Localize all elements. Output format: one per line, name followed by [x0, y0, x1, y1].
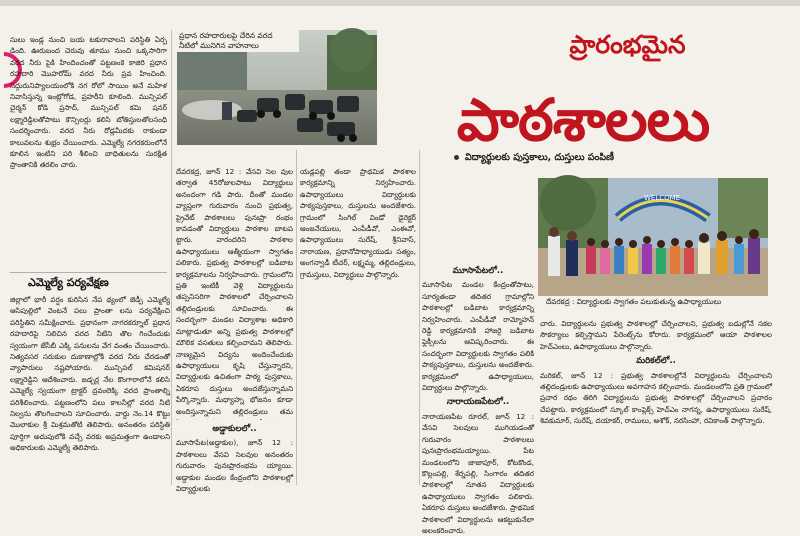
students-photo — [538, 178, 768, 296]
section-heading-narayanpet: నారాయణపేటలో.. — [446, 397, 510, 408]
right-mid-paragraph-3: నారాయణపేట రూరల్, జూన్ 12 : వేసవి సెలవులు ముగియడంతో గురువారం పాఠశాలలు పునఃప్రారంభమయ్యాయి. పేట మండలంలోని జాజాపూర్, కోటకొండ, కొల్లంపల్లి, శేర్నపల్లి, సింగారం తదితర పాఠశాలల్లో నూతన విద్యార్థులకు ఉపాధ్యాయులు స్వాగతం పలికారు. ఏకరూప దుస్తులు అందజేశారు. ప్రాథమిక పాఠశాలలో విద్యార్థులను ఆకట్టుకునేలా అలంకరించారు. — [422, 411, 534, 535]
second-column-text — [300, 166, 416, 488]
flood-photo-caption — [177, 30, 299, 52]
flood-caption-line1: ప్రధాన రహదారులపై చేరిన వరద — [179, 31, 273, 40]
column-divider — [171, 30, 172, 485]
subheadline-text: విద్యార్థులకు పుస్తకాలు, దుస్తులు పంపిణీ — [465, 152, 614, 163]
center-paragraph-1: దేవరకద్ర, జూన్ 12 : వేసవి సెల వుల తర్వాత 45రోజులపాటు విద్యార్థులు అనందంగా గడి పారు. దీంతో మండల వ్యాప్తంగా గురువారం నుంచి ప్రభుత్వ, ప్రైవేట్ పాఠశాలలు పునఃప్రా రంభం కావడంతో విద్యార్థులు పాఠశాల బాటప ట్టారు. వారందరిని పాఠశాల ఉపాధ్యాయులు ఆత్మీయంగా స్వాగతం పలికారు. ప్రభుత్వ పాఠశాలల్లో బడిబాట కార్యక్రమాలను నిర్వహించారు. గ్రామంలోని ప్రతి ఇంటికీ వెళ్లి విద్యార్థులను తప్పనిసరిగా పాఠశాలలో చేర్పించాలని తల్లిదండ్రులకు సూచించారు. ఈ సందర్భంగా మండల విద్యాశాఖ అధికారి మాట్లాడుతూ అన్ని ప్రభుత్వ పాఠశాలల్లో మౌలిక వసతులు కల్పించామని తెలిపారు. నాణ్యమైన విద్యను అందించేందుకు ఉపాధ్యాయులు కృషి చేస్తున్నారని, విద్యార్థులకు ఉచితంగా పాఠ్య పుస్తకాలు, ఏకరూప దుస్తులు అందజేస్తున్నామని పేర్కొన్నారు. మధ్యాహ్న భోజనం కూడా అందిస్తున్నామని తల్లిదండ్రులు తమ — [176, 167, 293, 416]
left-column-text — [10, 34, 167, 269]
column-divider — [296, 150, 297, 485]
mla-box-paragraph: జిల్లాలో భారీ వర్షం కురిసిన నేప థ్యంలో జెడ్పీ ఎమ్మెల్యే ఆసిపుల్లిలో వెంటనే పలు ప్రాంతా లను పర్యవేక్షించి పరిస్థితిని సమీక్షించారు. ప్రధానంగా నాగరకర్నూల్ ప్రధాన రహదారిపై నిలిచిన వరద నీటిని తొల గించేందుకు స్వయంగా జేసీబీ ఎక్కి పనులను వేగ వంతం చేయించారు. నిత్యవసర సరుకుల దుకాణాల్లోకి వరద నీరు చేరడంతో వ్యాపారులు నష్టపోయారు. మున్సిపల్ కమిషనర్ లక్ష్మారెడ్డిని ఆదేశించారు. జడ్చర్ల నేల కొంగారాలోనే కలిసి ఎమ్మెల్యే స్వయంగా ట్రాక్టర్ ద్రవంలెక్కి వరద ప్రాంతాల్ని పరిశీలించారు. పట్టణంలోని పలు కాలనీల్లో వరద నీటి నిల్వను తొలగించాలని సూచించారు. వార్డు నెం.14 కొట్టు మొలాకుల శ్రీ మిశ్రమతోటి తెలిపారు. అనంతరం పరిస్థితి పూర్తిగా అదుపులోకి వచ్చే వరకు అప్రమత్తంగా ఉండాలని అధికారులకు ఎమ్మెల్యే తెలిపారు. — [10, 295, 170, 453]
second-paragraph-1: యడ్లపల్లి తండా ప్రాథమిక పాఠశాల కార్యక్రమాన్ని నిర్వహించారు. ఉపాధ్యాయులు విద్యార్థులకు పాఠ్యపుస్తకాలు, దుస్తులను అందజేశారు. గ్రామంలో సింగిల్ విండో డైరెక్టర్ ఆంజనేయులు, ఎంపీడీవో, ఎంఈవో, ఉపాధ్యాయులు సురేష్, శ్రీనివాస్, నారాయణ, ప్రధానోపాధ్యాయుడు సత్యం, అంగన్వాడీ టీచర్, లక్ష్మమ్మ, తల్లిదండ్రులు, గ్రామస్తులు, విద్యార్థులు పాల్గొన్నారు. — [300, 167, 416, 279]
center-paragraph-2: మూసాపేట(అడ్డాకుల), జూన్ 12 : పాఠశాలలు వేసవి సెలవుల అనంతరం గురువారం పునఃప్రారంభమ య్యాయి. అడ్డాకుల మండల కేంద్రంలోని పాఠశాలల్లో విద్యార్థులకు — [176, 438, 293, 494]
center-column-bottom — [176, 420, 293, 494]
top-border — [0, 0, 800, 6]
students-photo-caption — [546, 297, 776, 307]
students-photo-image — [538, 178, 768, 296]
headline-main: పాఠశాలలు — [456, 86, 710, 154]
right-paragraph-1: చారు. విద్యార్థులను ప్రభుత్వ పాఠశాలల్లో చేర్పించాలని, ప్రభుత్వ బడుల్లోనే సకల సౌకర్యాలు కల్పిస్తామని పేరెంట్స్‌ను కోరారు. కార్యక్రమంలో ఆయా పాఠశాలల హెచ్ఎంలు, ఉపాధ్యాయులు పాల్గొన్నారు. — [540, 319, 772, 351]
column-divider — [419, 150, 420, 485]
welcome-banner-text: WELCOME — [644, 194, 681, 202]
headline-top: ప్రారంభమైన — [569, 30, 686, 59]
section-heading-musapet: మూసాపేటలో.. — [452, 266, 504, 276]
section-heading-marikal: మరికల్‌లో.. — [636, 356, 676, 367]
bullet-icon — [454, 155, 459, 160]
flood-caption-line2: నీటిలో మునిగిన వాహనాలు — [179, 41, 259, 50]
mla-box-heading: ఎమ్మెల్యే పర్యవేక్షణ — [28, 276, 109, 289]
right-column-text — [540, 318, 772, 488]
students-caption-text: దేవరకద్ర : విద్యార్థులకు స్వాగతం పలుకుతున్న ఉపాధ్యాయులు — [546, 297, 722, 306]
left-column-paragraph: సులు ఇండ్ల నుంచి బయ టకురావాలని పరిస్థితి ఏర్ప డింది. ఊరుబంద చెరువు తూము నుంచి ఒక్కసారిగా వరద నీరు పైకి హిందించంతో పట్టణంకె కాజిరి ప్రధాన రహదారి మొహరోమ్ వరద నీరు ప్రవ హించింది. సద్గురునిప్యాలయంలోకి నగ రోలో సాయిం అనే మహిళ నివాసిస్తున్న ఇంట్లోగోడ, ప్రహరీని కూలింది. మున్సిపల్ చైర్మన్ కోడి ప్రసాద్, మున్సిపల్ కమి షనర్ లక్ష్మారెడ్డిలతోపాటు కౌన్సిలర్లు కలిసి బోతిస్తులతోలసంధి సందర్శించారు. వరద నీరు రోడ్లమీదకు రాకుండా కాలువలను శుభ్రం చేయించారు. ఎమ్మెల్యే నగరకరుంలోనే కూలిన ఇంటిని పరి శీలించి బాధితులను సురక్షిత ప్రాంతానికి తరలిం చారు. — [10, 35, 167, 170]
right-paragraph-2: మరికల్, జూన్ 12 : ప్రభుత్వ పాఠశాలల్లోనే విద్యార్థులను చేర్పించాలని తల్లిదండ్రులకు ఉపాధ్యాయులు అవగాహన కల్పించారు. మండలంలోని ప్రతి గ్రామంలో ప్రచార రథం తిరిగి విద్యార్థులను ప్రభుత్వ పాఠశాలల్లో చేర్పించాలని ప్రచారం చేపట్టారు. కార్యక్రమంలో స్కూల్ కాంప్లెక్స్ హెచ్ఎం నాగన్న, ఉపాధ్యాయులు సురేష్, శివకుమార్, సురేష్, దయాకర్, రాములు, అశోక్, నరసింహా, రవికాంత్ పాల్గొన్నారు. — [540, 370, 772, 426]
section-heading-addakula: అడ్డాకులలో.. — [212, 424, 257, 434]
section-rule — [10, 272, 167, 273]
mla-box-text — [10, 294, 170, 484]
right-mid-paragraph-2: మూసాపేట మండల కేంద్రంతోపాటు, సూర్యతండా తదితర గ్రామాల్లోని పాఠశాలల్లో బడిబాట కార్యక్రమాన్ని నిర్వహించారు. ఎంపీడీవో రామ్మోహన్ రెడ్డి కార్యక్రమానికి హాజరై బడిబాట ఫ్లెక్సీలను ఆవిష్కరించారు. ఈ సందర్భంగా విద్యార్థులకు స్వాగతం పలికి పాఠ్యపుస్తకాలు, దుస్తులను అందజేశారు. కార్యక్రమంలో ఉపాధ్యాయులు, విద్యార్థులు పాల్గొన్నారు. — [422, 280, 534, 393]
right-mid-column-text — [422, 166, 534, 535]
subheadline — [454, 152, 614, 165]
